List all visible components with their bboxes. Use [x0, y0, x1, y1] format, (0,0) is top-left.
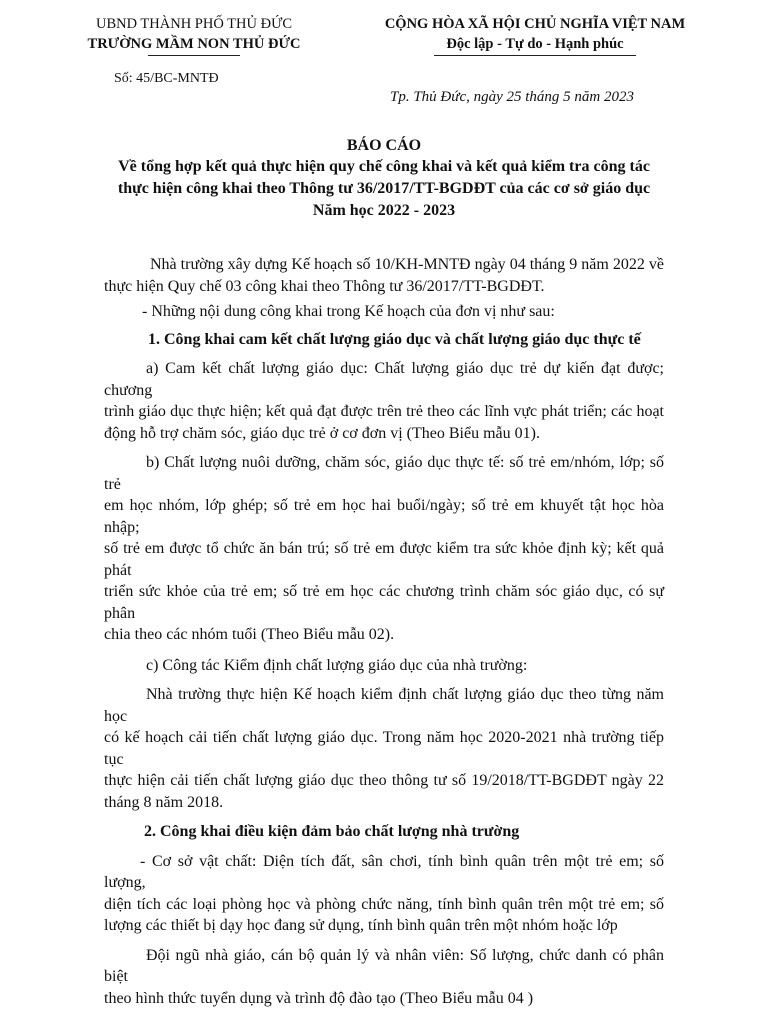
s1b-line3: số trẻ em được tổ chức ăn bán trú; số trẻ em được kiểm tra sức khỏe định kỳ; kết quả phát — [104, 538, 664, 581]
intro-line1: Nhà trường xây dựng Kế hoạch số 10/KH-MNTĐ ngày 04 tháng 9 năm 2022 về — [104, 254, 664, 276]
s2a-line2: diện tích các loại phòng học và phòng chức năng, tính bình quân trên một trẻ em; số — [104, 894, 664, 916]
report-subtitle-line2: thực hiện công khai theo Thông tư 36/2017/TT-BGDĐT của các cơ sở giáo dục — [0, 180, 768, 198]
report-subtitle-line3: Năm học 2022 - 2023 — [0, 202, 768, 220]
s2a-line3: lượng các thiết bị dạy học đang sử dụng, tính bình quân trên một nhóm hoặc lớp — [104, 915, 664, 937]
s2b-line1: Đội ngũ nhà giáo, cán bộ quản lý và nhân viên: Số lượng, chức danh có phân biệt — [104, 945, 664, 988]
s1b-line1: b) Chất lượng nuôi dưỡng, chăm sóc, giáo dục thực tế: số trẻ em/nhóm, lớp; số trẻ — [104, 452, 664, 495]
s1c-title: c) Công tác Kiểm định chất lượng giáo dục của nhà trường: — [104, 655, 664, 677]
s1c-line4: tháng 8 năm 2018. — [104, 792, 664, 814]
school-name: TRƯỜNG MẦM NON THỦ ĐỨC — [74, 36, 314, 53]
s1b-line2: em học nhóm, lớp ghép; số trẻ em học hai buổi/ngày; số trẻ em khuyết tật học hòa nhập; — [104, 495, 664, 538]
s1c-line1: Nhà trường thực hiện Kế hoạch kiểm định chất lượng giáo dục theo từng năm học — [104, 684, 664, 727]
s2a-line1: - Cơ sở vật chất: Diện tích đất, sân chơi, tính bình quân trên một trẻ em; số lượng, — [104, 851, 664, 894]
agency-name: UBND THÀNH PHỐ THỦ ĐỨC — [84, 16, 304, 33]
national-title: CỘNG HÒA XÃ HỘI CHỦ NGHĨA VIỆT NAM — [370, 16, 700, 33]
section2-title: 2. Công khai điều kiện đảm bảo chất lượng nhà trường — [104, 821, 664, 843]
document-number: Số: 45/BC-MNTĐ — [114, 71, 219, 87]
document-body — [104, 254, 664, 1009]
s1a-line3: động hỗ trợ chăm sóc, giáo dục trẻ ở cơ đơn vị (Theo Biểu mẫu 01). — [104, 423, 664, 445]
intro-line2: thực hiện Quy chế 03 công khai theo Thông tư 36/2017/TT-BGDĐT. — [104, 276, 664, 298]
school-name-underline — [148, 55, 240, 56]
s1b-line5: chia theo các nhóm tuổi (Theo Biểu mẫu 02). — [104, 624, 664, 646]
report-title: BÁO CÁO — [0, 137, 768, 155]
s1a-line1: a) Cam kết chất lượng giáo dục: Chất lượng giáo dục trẻ dự kiến đạt được; chương — [104, 358, 664, 401]
national-motto-underline — [434, 55, 636, 56]
s2b-line2: theo hình thức tuyển dụng và trình độ đào tạo (Theo Biểu mẫu 04 ) — [104, 988, 664, 1009]
contents-line: - Những nội dung công khai trong Kế hoạch của đơn vị như sau: — [104, 301, 664, 323]
section1-title: 1. Công khai cam kết chất lượng giáo dục và chất lượng giáo dục thực tế — [104, 329, 664, 351]
s1c-line3: thực hiện cải tiến chất lượng giáo dục theo thông tư số 19/2018/TT-BGDĐT ngày 22 — [104, 770, 664, 792]
s1a-line2: trình giáo dục thực hiện; kết quả đạt được trên trẻ theo các lĩnh vực phát triển; các hoạt — [104, 401, 664, 423]
s1b-line4: triển sức khỏe của trẻ em; số trẻ em học các chương trình chăm sóc giáo dục, có sự phân — [104, 581, 664, 624]
report-subtitle-line1: Về tổng hợp kết quả thực hiện quy chế công khai và kết quả kiểm tra công tác — [0, 158, 768, 176]
national-motto: Độc lập - Tự do - Hạnh phúc — [430, 36, 640, 53]
document-date: Tp. Thủ Đức, ngày 25 tháng 5 năm 2023 — [390, 89, 634, 106]
s1c-line2: có kế hoạch cải tiến chất lượng giáo dục. Trong năm học 2020-2021 nhà trường tiếp tục — [104, 727, 664, 770]
